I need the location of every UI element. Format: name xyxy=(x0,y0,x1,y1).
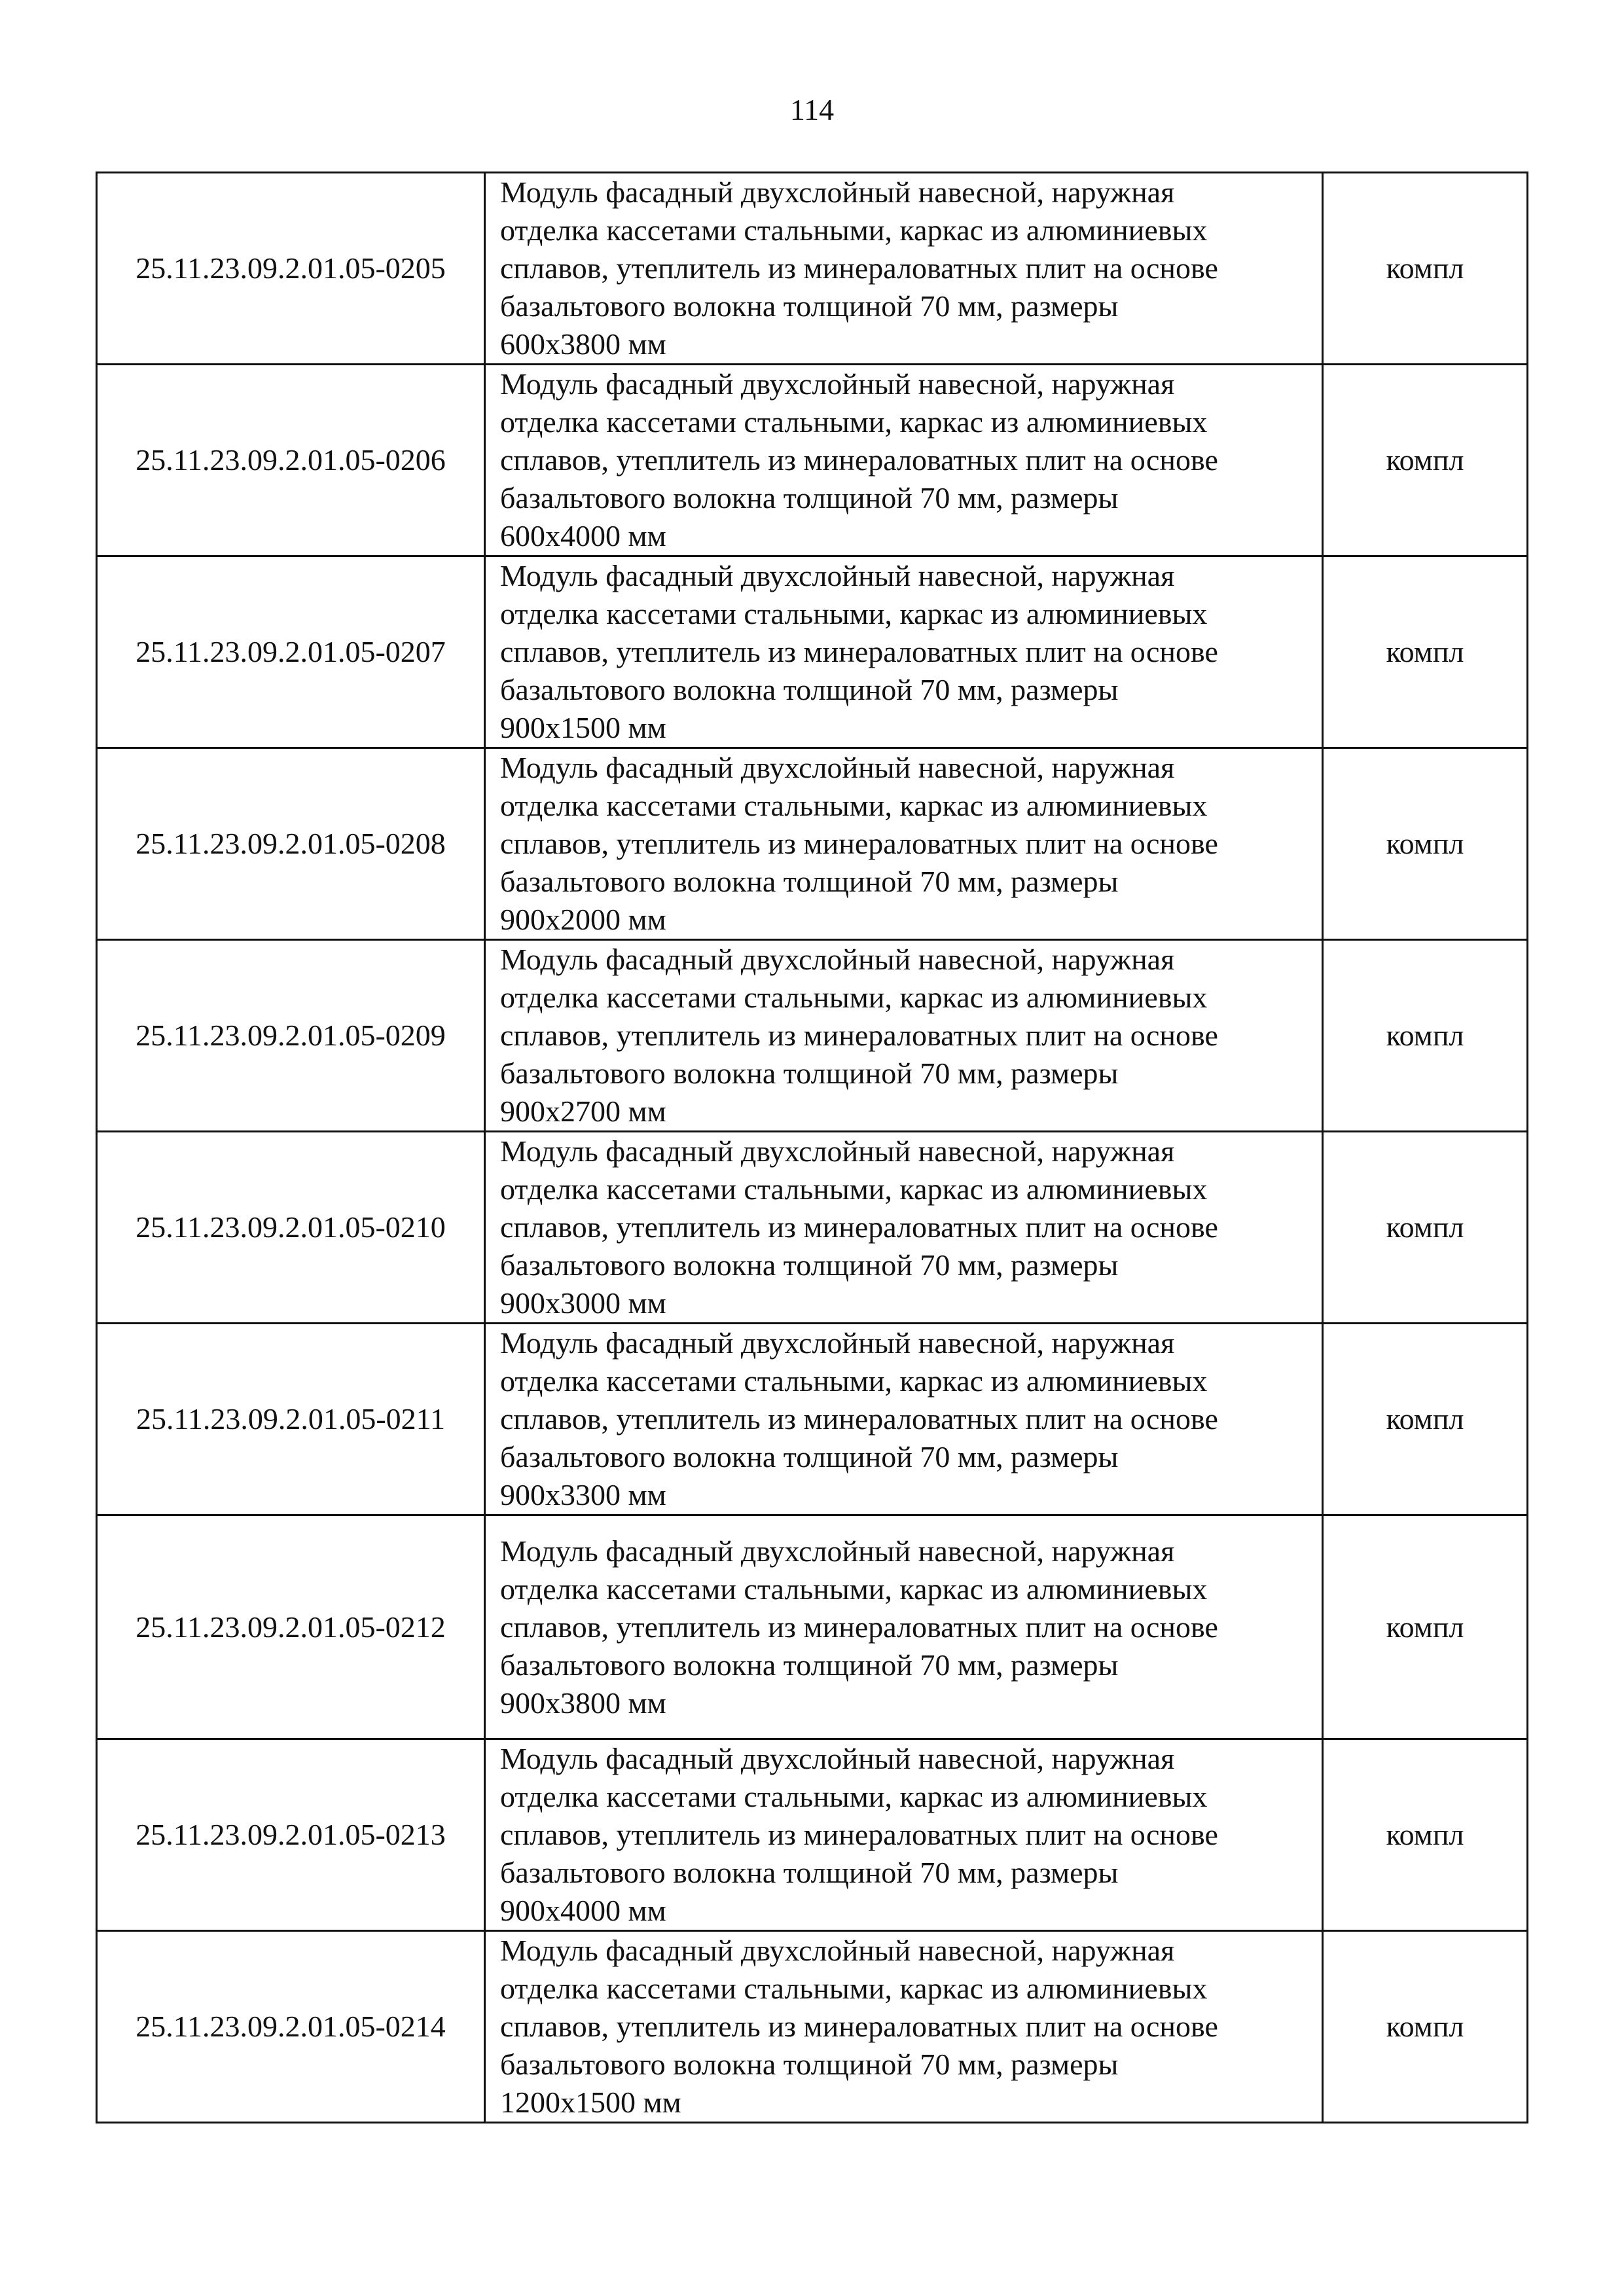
item-code: 25.11.23.09.2.01.05-0207 xyxy=(97,556,485,748)
item-unit: компл xyxy=(1323,940,1528,1132)
item-code: 25.11.23.09.2.01.05-0211 xyxy=(97,1324,485,1515)
item-code: 25.11.23.09.2.01.05-0206 xyxy=(97,365,485,556)
item-unit: компл xyxy=(1323,1324,1528,1515)
item-description xyxy=(485,1132,1323,1324)
item-description-text: Модуль фасадный двухслойный навесной, наружная отделка кассетами стальными, каркас из алюминиевых сплавов, утеплитель из минераловатных плит на основе базальтового волокна толщиной 70 мм, размеры 900х3800 мм xyxy=(500,1534,1218,1720)
table-row xyxy=(97,748,1528,940)
item-unit: компл xyxy=(1323,173,1528,365)
item-description-text: Модуль фасадный двухслойный навесной, наружная отделка кассетами стальными, каркас из алюминиевых сплавов, утеплитель из минераловатных плит на основе базальтового волокна толщиной 70 мм, размеры 1200х1500 мм xyxy=(500,1934,1218,2119)
page-number: 114 xyxy=(789,93,835,126)
item-unit: компл xyxy=(1323,1515,1528,1739)
item-description-text: Модуль фасадный двухслойный навесной, наружная отделка кассетами стальными, каркас из алюминиевых сплавов, утеплитель из минераловатных плит на основе базальтового волокна толщиной 70 мм, размеры 900х4000 мм xyxy=(500,1742,1218,1927)
item-description-text: Модуль фасадный двухслойный навесной, наружная отделка кассетами стальными, каркас из алюминиевых сплавов, утеплитель из минераловатных плит на основе базальтового волокна толщиной 70 мм, размеры 900х3000 мм xyxy=(500,1134,1218,1320)
item-code: 25.11.23.09.2.01.05-0213 xyxy=(97,1739,485,1931)
item-description-text: Модуль фасадный двухслойный навесной, наружная отделка кассетами стальными, каркас из алюминиевых сплавов, утеплитель из минераловатных плит на основе базальтового волокна толщиной 70 мм, размеры 900х2000 мм xyxy=(500,751,1218,936)
table-row xyxy=(97,365,1528,556)
item-description xyxy=(485,556,1323,748)
item-code: 25.11.23.09.2.01.05-0205 xyxy=(97,173,485,365)
materials-table xyxy=(96,172,1528,2123)
item-code: 25.11.23.09.2.01.05-0208 xyxy=(97,748,485,940)
item-unit: компл xyxy=(1323,365,1528,556)
item-unit: компл xyxy=(1323,556,1528,748)
item-description-text: Модуль фасадный двухслойный навесной, наружная отделка кассетами стальными, каркас из алюминиевых сплавов, утеплитель из минераловатных плит на основе базальтового волокна толщиной 70 мм, размеры 900х3300 мм xyxy=(500,1326,1218,1511)
table-row xyxy=(97,1324,1528,1515)
item-description xyxy=(485,365,1323,556)
table-row xyxy=(97,940,1528,1132)
item-code: 25.11.23.09.2.01.05-0214 xyxy=(97,1931,485,2123)
item-unit: компл xyxy=(1323,1132,1528,1324)
table-row xyxy=(97,556,1528,748)
item-description-text: Модуль фасадный двухслойный навесной, наружная отделка кассетами стальными, каркас из алюминиевых сплавов, утеплитель из минераловатных плит на основе базальтового волокна толщиной 70 мм, размеры 900х1500 мм xyxy=(500,559,1218,744)
item-code: 25.11.23.09.2.01.05-0209 xyxy=(97,940,485,1132)
item-unit: компл xyxy=(1323,1739,1528,1931)
item-code: 25.11.23.09.2.01.05-0212 xyxy=(97,1515,485,1739)
table-row xyxy=(97,1739,1528,1931)
item-description xyxy=(485,1931,1323,2123)
table-body xyxy=(97,173,1528,2123)
item-unit: компл xyxy=(1323,748,1528,940)
item-code: 25.11.23.09.2.01.05-0210 xyxy=(97,1132,485,1324)
item-description xyxy=(485,940,1323,1132)
item-unit: компл xyxy=(1323,1931,1528,2123)
item-description xyxy=(485,1739,1323,1931)
item-description xyxy=(485,1515,1323,1739)
table-row xyxy=(97,1132,1528,1324)
item-description xyxy=(485,1324,1323,1515)
table-row xyxy=(97,1515,1528,1739)
table-row xyxy=(97,173,1528,365)
table-row xyxy=(97,1931,1528,2123)
item-description-text: Модуль фасадный двухслойный навесной, наружная отделка кассетами стальными, каркас из алюминиевых сплавов, утеплитель из минераловатных плит на основе базальтового волокна толщиной 70 мм, размеры 600х3800 мм xyxy=(500,175,1218,361)
item-description xyxy=(485,748,1323,940)
item-description-text: Модуль фасадный двухслойный навесной, наружная отделка кассетами стальными, каркас из алюминиевых сплавов, утеплитель из минераловатных плит на основе базальтового волокна толщиной 70 мм, размеры 900х2700 мм xyxy=(500,943,1218,1128)
item-description xyxy=(485,173,1323,365)
item-description-text: Модуль фасадный двухслойный навесной, наружная отделка кассетами стальными, каркас из алюминиевых сплавов, утеплитель из минераловатных плит на основе базальтового волокна толщиной 70 мм, размеры 600х4000 мм xyxy=(500,367,1218,552)
